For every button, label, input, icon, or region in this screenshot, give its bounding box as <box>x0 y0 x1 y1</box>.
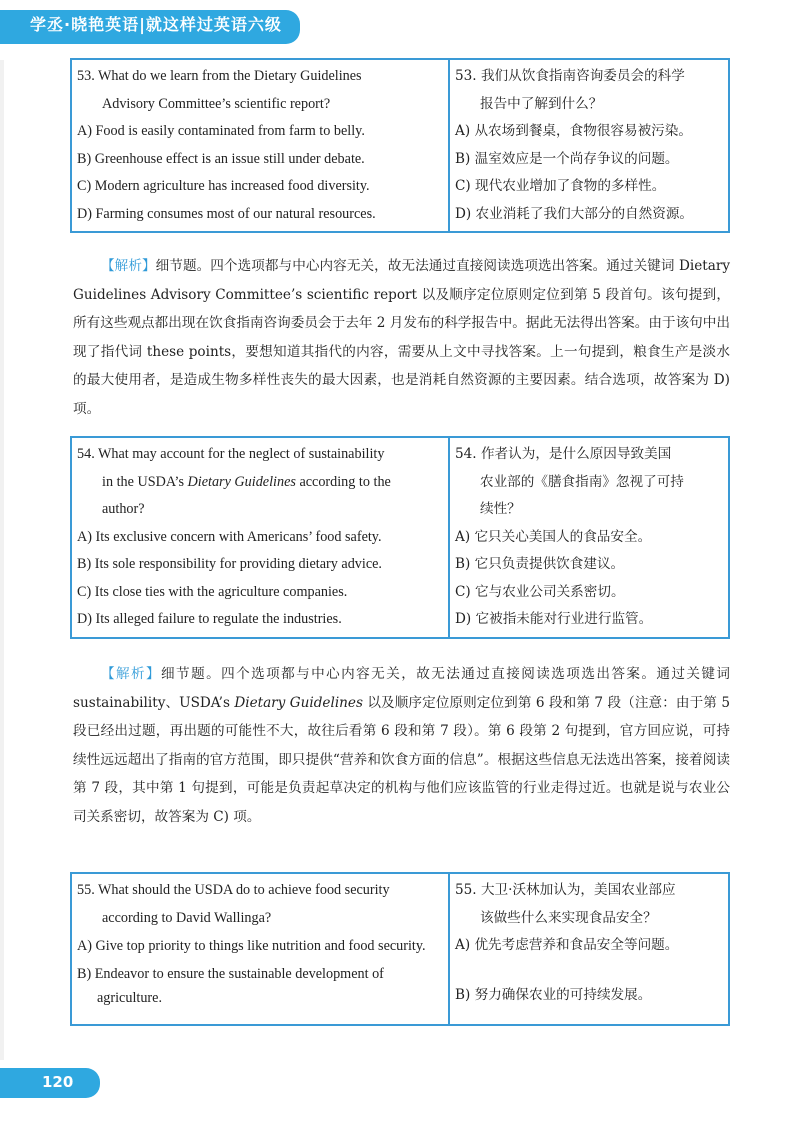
q54-option-b: B) Its sole responsibility for providing dietary advice. <box>77 556 382 572</box>
q54-zh-option-c: C) 它与农业公司关系密切。 <box>455 583 625 600</box>
q53-zh-question-line1: 53. 我们从饮食指南咨询委员会的科学 <box>455 68 685 84</box>
explanation-53-tag: 【解析】 <box>101 258 156 274</box>
q53-option-b: B) Greenhouse effect is an issue still under debate. <box>77 150 365 167</box>
q54-question-line2 <box>77 469 443 497</box>
q54-question-line3: author? <box>102 501 145 517</box>
q55-option-b: B) Endeavor to ensure the sustainable development of agriculture. <box>77 966 384 1006</box>
q54-question-line2-italic: Dietary Guidelines <box>187 473 296 490</box>
explanation-54-text-1: 细节题。四个选项都与中心内容无关，故无法通过直接阅读选项选出答案。通过关键词 sustainability、USDA’s <box>73 666 731 711</box>
q54-zh-option-a: A) 它只关心美国人的食品安全。 <box>455 528 652 545</box>
q53-zh-question-line2: 报告中了解到什么？ <box>480 95 603 112</box>
q54-option-d: D) Its alleged failure to regulate the industries. <box>77 611 342 627</box>
q55-question-line1: 55. What should the USDA do to achieve food security <box>77 882 390 898</box>
q55-zh-option-b: B) 努力确保农业的可持续发展。 <box>455 986 652 1003</box>
q55-zh-question-line1: 55. 大卫·沃林加认为，美国农业部应 <box>455 882 676 898</box>
question-53-english <box>71 59 449 232</box>
header-title: 学丞·晓艳英语|就这样过英语六级 <box>30 15 282 34</box>
q54-question-line1: 54. What may account for the neglect of sustainability <box>77 446 385 462</box>
q55-question-line2: according to David Wallinga? <box>102 909 272 926</box>
explanation-54 <box>73 660 730 831</box>
q55-zh-question-line2: 该做些什么来实现食品安全？ <box>480 909 657 926</box>
q53-zh-option-c: C) 现代农业增加了食物的多样性。 <box>455 178 666 194</box>
q53-question-line1: 53. What do we learn from the Dietary Guidelines <box>77 68 362 84</box>
q54-zh-option-b: B) 它只负责提供饮食建议。 <box>455 556 625 572</box>
question-53-table <box>70 58 730 233</box>
q55-zh-option-a: A) 优先考虑营养和食品安全等问题。 <box>455 937 679 953</box>
q53-question-line2: Advisory Committee’s scientific report? <box>102 95 331 112</box>
question-55-english <box>71 873 449 1025</box>
question-53-chinese <box>449 59 729 232</box>
q54-question-line2-a: in the USDA’s <box>102 473 188 490</box>
page-number: 120 <box>42 1073 74 1091</box>
q53-option-a: A) Food is easily contaminated from farm to belly. <box>77 123 365 139</box>
q54-question-line2-b: according to the <box>295 473 391 490</box>
question-54-english <box>71 437 449 638</box>
question-55-chinese <box>449 873 729 1025</box>
explanation-54-italic: Dietary Guidelines <box>234 694 363 711</box>
q54-zh-question-line3: 续性？ <box>480 501 521 517</box>
q53-option-d: D) Farming consumes most of our natural resources. <box>77 205 376 222</box>
q53-option-c: C) Modern agriculture has increased food diversity. <box>77 178 370 194</box>
q54-zh-question-line2: 农业部的《膳食指南》忽视了可持 <box>480 473 684 490</box>
page-edge-shadow <box>0 60 4 1060</box>
question-55-table <box>70 872 730 1026</box>
q54-zh-question-line1: 54. 作者认为，是什么原因导致美国 <box>455 446 672 462</box>
question-54-chinese <box>449 437 729 638</box>
q53-zh-option-b: B) 温室效应是一个尚存争议的问题。 <box>455 150 679 167</box>
q54-option-a: A) Its exclusive concern with Americans’ food safety. <box>77 528 382 545</box>
explanation-54-text-2: 以及顺序定位原则定位到第 6 段和第 7 段（注意：由于第 5 段已经出过题，再出题的可能性不大，故往后看第 6 段和第 7 段）。第 6 段第 2 句提到，官方回应说，可持续性远远超出了指南的官方范围，即只提供“营养和饮食方面的信息”。根据这些信息无法选出答案，接着阅读第 7 段，其中第 1 句提到，可能是负责起草决定的机构与他们应该监管的行业走得过近。也就是说与农业公司关系密切，故答案为 C) 项。 <box>73 694 730 825</box>
q53-zh-option-d: D) 农业消耗了我们大部分的自然资源。 <box>455 205 694 222</box>
q55-option-a: A) Give top priority to things like nutrition and food security. <box>77 938 426 954</box>
explanation-54-tag: 【解析】 <box>101 666 162 682</box>
q54-option-c: C) Its close ties with the agriculture companies. <box>77 583 348 600</box>
explanation-53-text: 细节题。四个选项都与中心内容无关，故无法通过直接阅读选项选出答案。通过关键词 Dietary Guidelines Advisory Committee’s scientific report 以及顺序定位原则定位到第 5 段首句。该句提到，所有这些观点都出现在饮食指南咨询委员会于去年 2 月发布的科学报告中。据此无法得出答案。由于该句中出现了指代词 these points，要想知道其指代的内容，需要从上文中寻找答案。上一句提到，粮食生产是淡水的最大使用者，是造成生物多样性丧失的最大因素，也是消耗自然资源的主要因素。结合选项，故答案为 D) 项。 <box>73 258 731 417</box>
q53-zh-option-a: A) 从农场到餐桌，食物很容易被污染。 <box>455 123 692 139</box>
explanation-53 <box>73 252 730 423</box>
q54-zh-option-d: D) 它被指未能对行业进行监管。 <box>455 611 653 627</box>
question-54-table <box>70 436 730 639</box>
